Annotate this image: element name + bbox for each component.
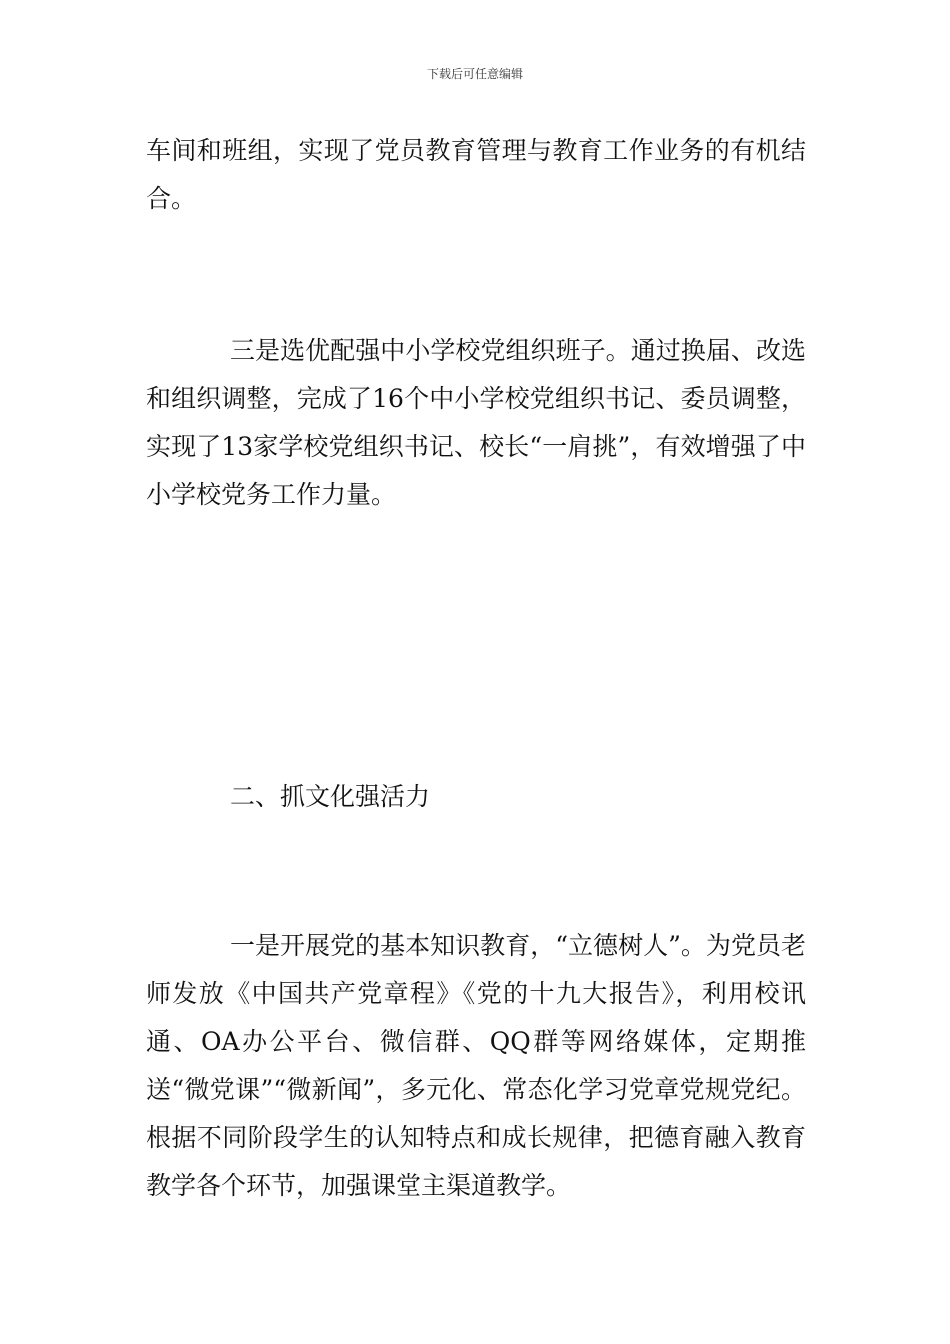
section-heading: 二、抓文化强活力 xyxy=(230,782,431,811)
paragraph-continuation: 车间和班组，实现了党员教育管理与教育工作业务的有机结合。 xyxy=(146,136,806,213)
page-header: 下载后可任意编辑 xyxy=(426,67,523,81)
paragraph-point-three: 三是选优配强中小学校党组织班子。通过换届、改选和组织调整，完成了16个中小学校党组织书记、委员调整，实现了13家学校党组织书记、校长“一肩挑”，有效增强了中小学校党务工作力量。 xyxy=(146,336,806,509)
paragraph-point-one: 一是开展党的基本知识教育，“立德树人”。为党员老师发放《中国共产党章程》《党的十九大报告》，利用校讯通、OA办公平台、微信群、QQ群等网络媒体，定期推送“微党课”“微新闻”，多元化、常态化学习党章党规党纪。根据不同阶段学生的认知特点和成长规律，把德育融入教育教学各个环节，加强课堂主渠道教学。 xyxy=(146,931,806,1200)
